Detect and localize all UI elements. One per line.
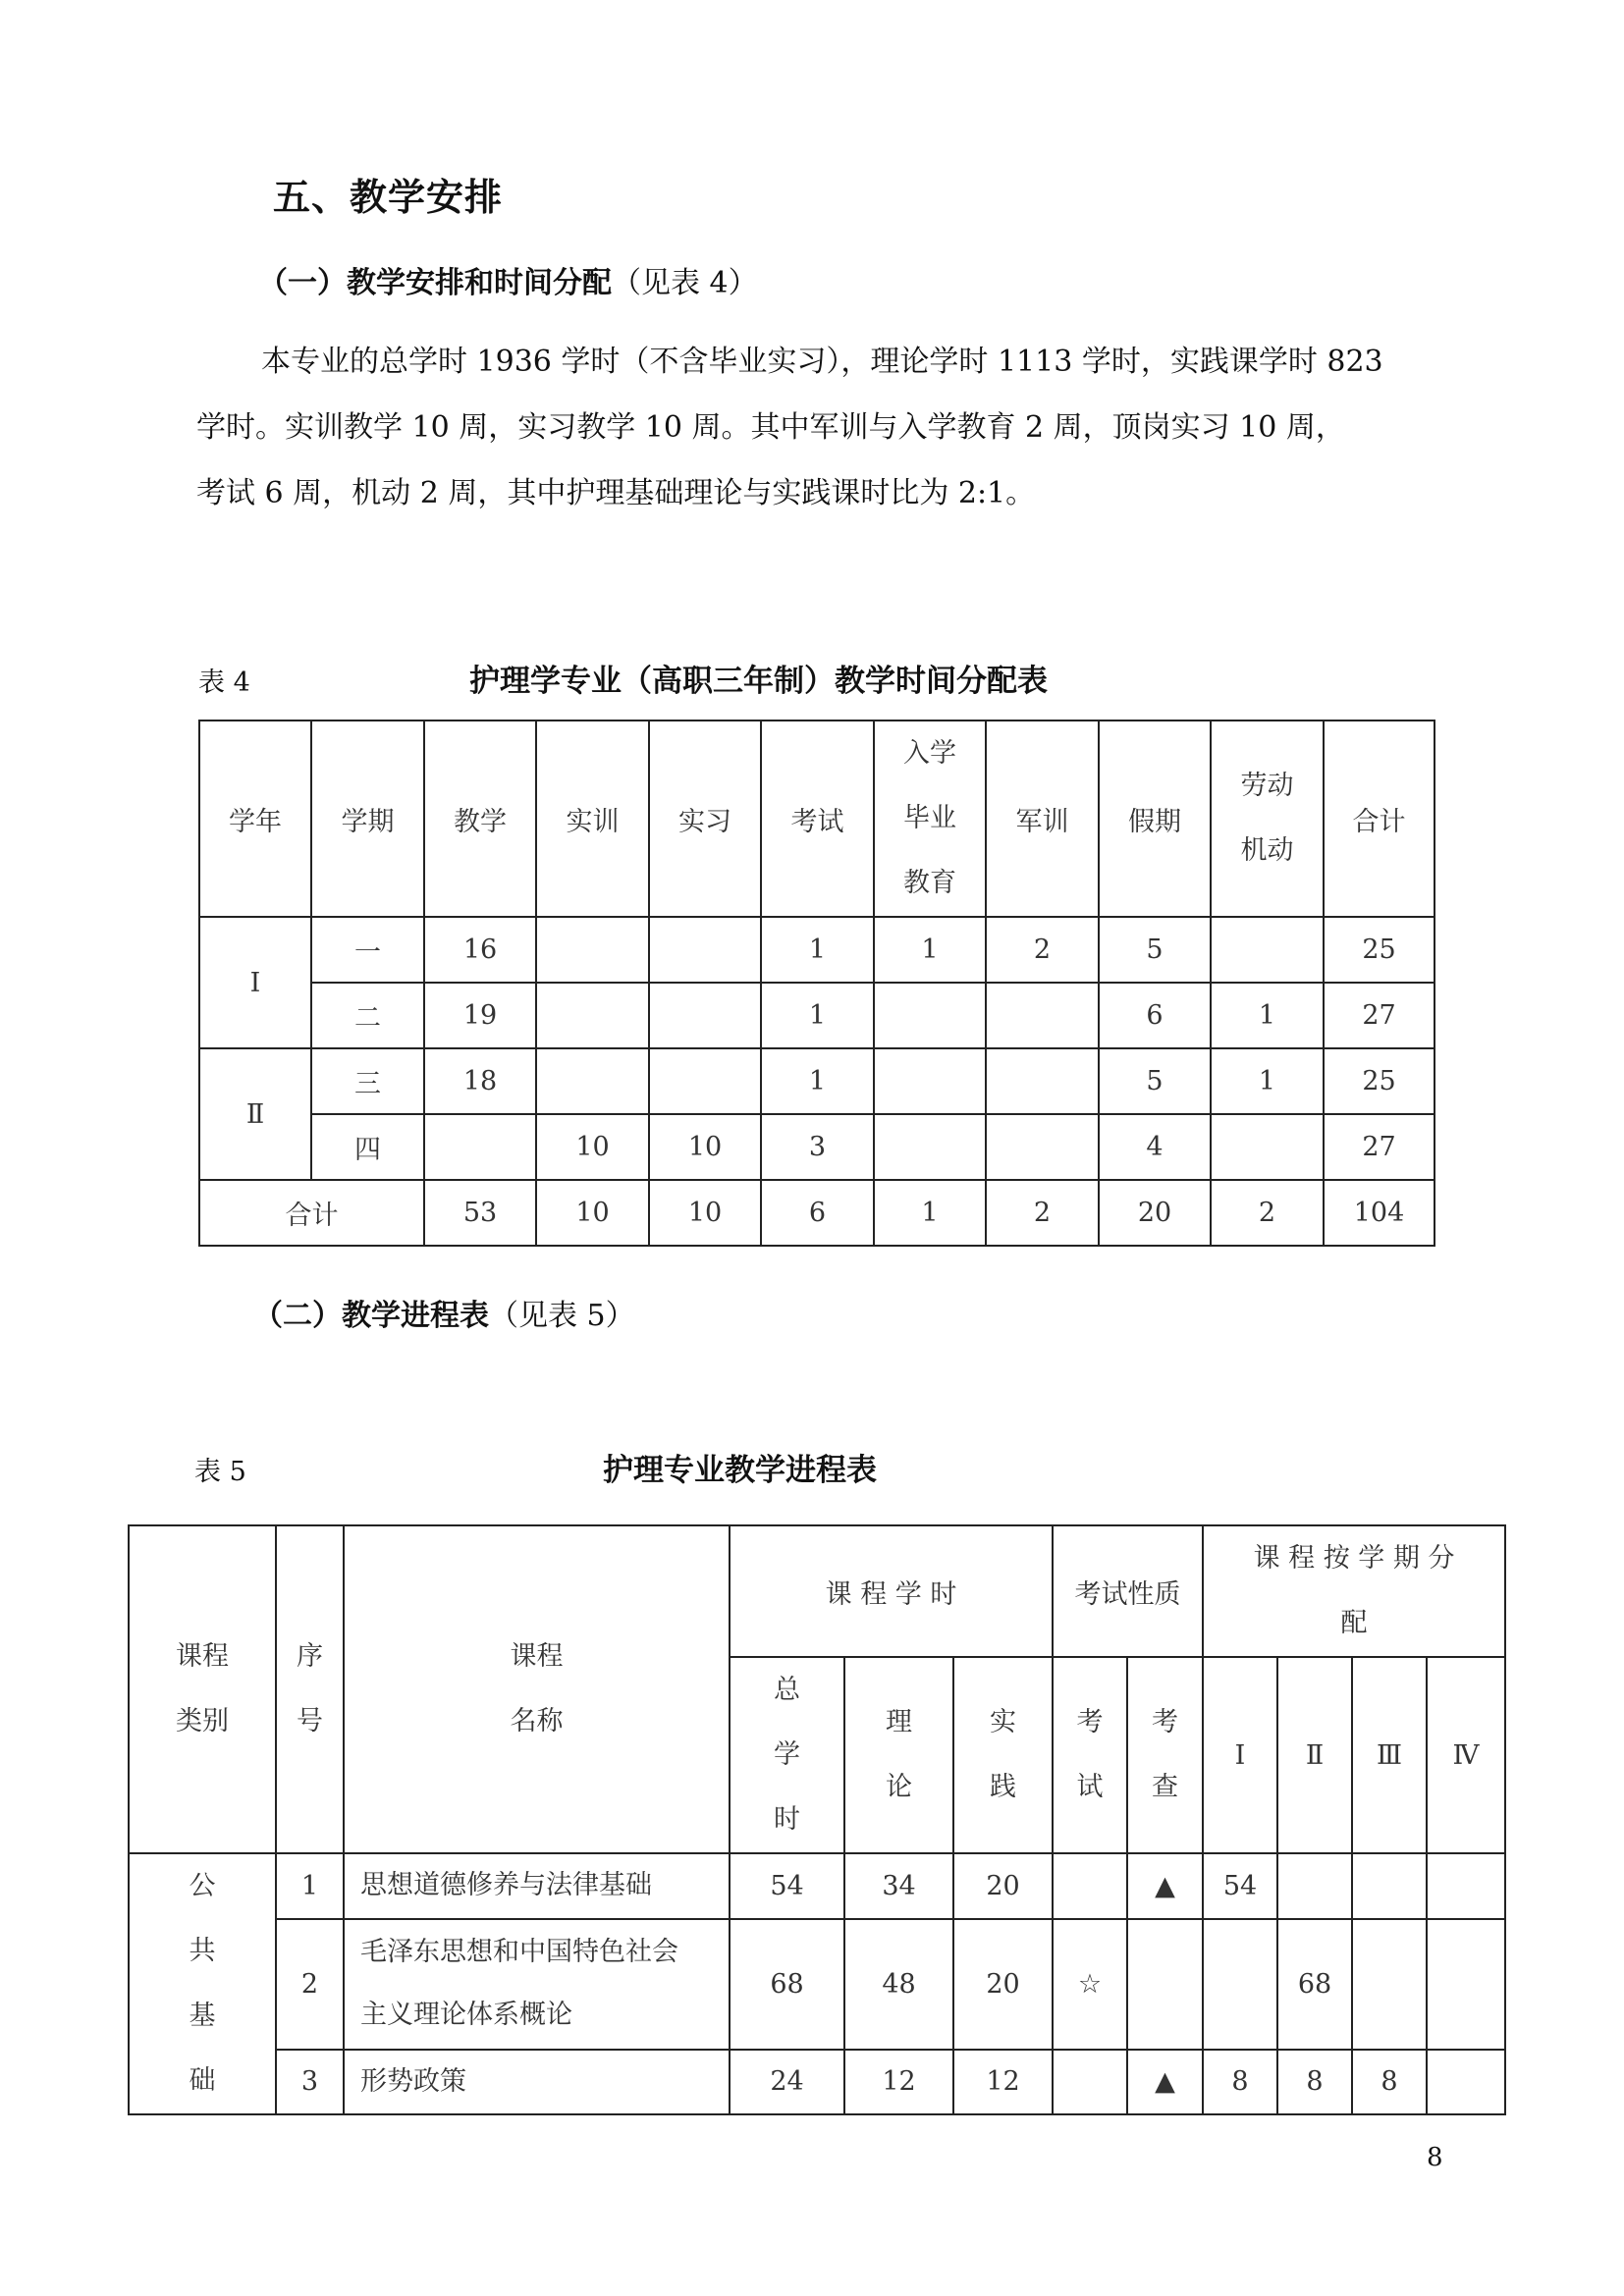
term-cell: 二 bbox=[311, 983, 424, 1048]
header-cell bbox=[874, 721, 986, 917]
header-exam bbox=[1053, 1657, 1127, 1853]
value-cell: 1 bbox=[1211, 983, 1324, 1048]
value-cell: 3 bbox=[761, 1114, 874, 1180]
semester-cell bbox=[1352, 1919, 1427, 2050]
header-semester-2: Ⅱ bbox=[1277, 1657, 1352, 1853]
header-line: 序 bbox=[297, 1641, 323, 1672]
table5-title: 护理专业教学进程表 bbox=[603, 1453, 877, 1488]
header-theory bbox=[844, 1657, 953, 1853]
semester-cell bbox=[1203, 1919, 1277, 2050]
header-line: 查 bbox=[1152, 1772, 1178, 1802]
value-cell: 1 bbox=[874, 917, 986, 983]
value-cell bbox=[649, 917, 761, 983]
table-row bbox=[199, 1114, 1435, 1180]
header-line: 学 bbox=[774, 1739, 800, 1770]
subsection-2-heading bbox=[253, 1291, 635, 1334]
theory-cell: 34 bbox=[844, 1853, 953, 1919]
course-name-cell bbox=[344, 1919, 730, 2050]
value-cell bbox=[1211, 1114, 1324, 1180]
subsection-1-ref: （见表 4） bbox=[612, 266, 758, 300]
term-cell: 四 bbox=[311, 1114, 424, 1180]
header-line: 理 bbox=[886, 1707, 912, 1737]
header-cell: 实习 bbox=[649, 721, 761, 917]
value-cell: 1 bbox=[761, 917, 874, 983]
theory-cell: 48 bbox=[844, 1919, 953, 2050]
table-row bbox=[129, 1853, 1505, 1919]
header-line: 总 bbox=[774, 1675, 800, 1705]
year-cell: Ⅱ bbox=[199, 1048, 311, 1180]
header-line: 课程 bbox=[176, 1641, 229, 1672]
section-heading: 五、教学安排 bbox=[273, 176, 504, 219]
theory-cell: 12 bbox=[844, 2050, 953, 2115]
value-cell: 10 bbox=[536, 1114, 649, 1180]
value-cell bbox=[986, 983, 1099, 1048]
header-cell: 教学 bbox=[424, 721, 536, 917]
table5-label: 表 5 bbox=[194, 1457, 246, 1487]
total-cell: 1 bbox=[874, 1180, 986, 1246]
seq-cell: 2 bbox=[276, 1919, 344, 2050]
course-name-line: 毛泽东思想和中国特色社会 bbox=[360, 1937, 678, 1967]
header-cell bbox=[1211, 721, 1324, 917]
total-cell: 10 bbox=[536, 1180, 649, 1246]
semester-cell bbox=[1427, 1919, 1505, 2050]
value-cell bbox=[536, 1048, 649, 1114]
paragraph-line: 考试 6 周，机动 2 周，其中护理基础理论与实践课时比为 2:1。 bbox=[196, 476, 1036, 510]
value-cell: 1 bbox=[761, 983, 874, 1048]
total-cell: 53 bbox=[424, 1180, 536, 1246]
total-hours-cell: 54 bbox=[730, 1853, 844, 1919]
value-cell bbox=[986, 1048, 1099, 1114]
header-name bbox=[344, 1525, 730, 1853]
practice-cell: 20 bbox=[953, 1853, 1053, 1919]
header-line: 劳动 bbox=[1240, 771, 1294, 801]
table4-total-row bbox=[199, 1180, 1435, 1246]
table-row bbox=[129, 1919, 1505, 2050]
header-line: 考 bbox=[1152, 1707, 1178, 1737]
semester-cell: 8 bbox=[1203, 2050, 1277, 2115]
exam-mark-cell: ☆ bbox=[1053, 1919, 1127, 2050]
header-line: 教育 bbox=[903, 868, 956, 898]
value-cell bbox=[1211, 917, 1324, 983]
semester-cell bbox=[1277, 1853, 1352, 1919]
value-cell: 6 bbox=[1099, 983, 1211, 1048]
header-category bbox=[129, 1525, 276, 1853]
header-seq bbox=[276, 1525, 344, 1853]
header-cell: 假期 bbox=[1099, 721, 1211, 917]
header-hours-group: 课 程 学 时 bbox=[730, 1525, 1053, 1657]
header-cell: 合计 bbox=[1324, 721, 1435, 917]
value-cell bbox=[649, 1048, 761, 1114]
term-cell: 三 bbox=[311, 1048, 424, 1114]
course-name-cell: 形势政策 bbox=[344, 2050, 730, 2115]
header-line: 考 bbox=[1076, 1707, 1104, 1737]
value-cell: 4 bbox=[1099, 1114, 1211, 1180]
value-cell bbox=[649, 983, 761, 1048]
course-name-cell: 思想道德修养与法律基础 bbox=[344, 1853, 730, 1919]
header-line: 配 bbox=[1340, 1608, 1368, 1638]
paragraph-line: 本专业的总学时 1936 学时（不含毕业实习），理论学时 1113 学时，实践课学时 823 bbox=[261, 345, 1383, 379]
header-cell: 考试 bbox=[761, 721, 874, 917]
total-cell: 2 bbox=[1211, 1180, 1324, 1246]
exam-mark-cell bbox=[1053, 2050, 1127, 2115]
total-hours-cell: 24 bbox=[730, 2050, 844, 2115]
total-cell: 10 bbox=[649, 1180, 761, 1246]
table5-header-row bbox=[129, 1525, 1505, 1657]
total-cell: 2 bbox=[986, 1180, 1099, 1246]
term-cell: 一 bbox=[311, 917, 424, 983]
header-line: 名称 bbox=[510, 1706, 564, 1736]
semester-cell: 54 bbox=[1203, 1853, 1277, 1919]
category-char: 公 bbox=[189, 1871, 216, 1901]
seq-cell: 1 bbox=[276, 1853, 344, 1919]
header-line: 入学 bbox=[903, 738, 956, 769]
seq-cell: 3 bbox=[276, 2050, 344, 2115]
header-line: 实 bbox=[990, 1707, 1016, 1737]
subsection-1-title: （一）教学安排和时间分配 bbox=[258, 266, 612, 300]
body-paragraph bbox=[196, 329, 1453, 526]
semester-cell: 8 bbox=[1352, 2050, 1427, 2115]
value-cell bbox=[536, 983, 649, 1048]
value-cell: 5 bbox=[1099, 1048, 1211, 1114]
value-cell: 25 bbox=[1324, 917, 1435, 983]
check-mark-cell: ▲ bbox=[1127, 2050, 1203, 2115]
table-row bbox=[129, 2050, 1505, 2115]
value-cell: 1 bbox=[1211, 1048, 1324, 1114]
value-cell: 2 bbox=[986, 917, 1099, 983]
total-hours-cell: 68 bbox=[730, 1919, 844, 2050]
header-semester-3: Ⅲ bbox=[1352, 1657, 1427, 1853]
header-total-hours bbox=[730, 1657, 844, 1853]
category-char: 共 bbox=[189, 1936, 216, 1966]
table4-title: 护理学专业（高职三年制）教学时间分配表 bbox=[469, 664, 1048, 699]
paragraph-line: 学时。实训教学 10 周，实习教学 10 周。其中军训与入学教育 2 周，顶岗实习 10 周， bbox=[196, 410, 1345, 445]
header-line: 践 bbox=[990, 1772, 1016, 1802]
value-cell: 27 bbox=[1324, 983, 1435, 1048]
semester-cell: 68 bbox=[1277, 1919, 1352, 2050]
table-row bbox=[199, 983, 1435, 1048]
semester-cell bbox=[1352, 1853, 1427, 1919]
time-allocation-table bbox=[198, 720, 1435, 1247]
total-cell: 6 bbox=[761, 1180, 874, 1246]
header-line: 毕业 bbox=[903, 803, 956, 833]
semester-cell bbox=[1427, 2050, 1505, 2115]
header-check bbox=[1127, 1657, 1203, 1853]
value-cell bbox=[424, 1114, 536, 1180]
value-cell bbox=[536, 917, 649, 983]
check-mark-cell bbox=[1127, 1919, 1203, 2050]
header-semester-1: Ⅰ bbox=[1203, 1657, 1277, 1853]
subsection-2-title: （二）教学进程表 bbox=[253, 1299, 489, 1333]
total-label: 合计 bbox=[199, 1180, 424, 1246]
value-cell: 1 bbox=[761, 1048, 874, 1114]
header-semester-group bbox=[1203, 1525, 1505, 1657]
table4-header-row bbox=[199, 721, 1435, 917]
header-line: 试 bbox=[1076, 1772, 1104, 1802]
category-char: 基 bbox=[189, 2001, 216, 2031]
value-cell bbox=[986, 1114, 1099, 1180]
header-practice bbox=[953, 1657, 1053, 1853]
header-line: 论 bbox=[886, 1772, 912, 1802]
semester-cell: 8 bbox=[1277, 2050, 1352, 2115]
practice-cell: 20 bbox=[953, 1919, 1053, 2050]
practice-cell: 12 bbox=[953, 2050, 1053, 2115]
value-cell: 10 bbox=[649, 1114, 761, 1180]
header-line: 时 bbox=[774, 1804, 800, 1835]
header-cell: 军训 bbox=[986, 721, 1099, 917]
check-mark-cell: ▲ bbox=[1127, 1853, 1203, 1919]
header-line: 机动 bbox=[1240, 835, 1294, 866]
header-cell: 实训 bbox=[536, 721, 649, 917]
total-cell: 20 bbox=[1099, 1180, 1211, 1246]
course-name-line: 主义理论体系概论 bbox=[360, 2000, 572, 2030]
header-line: 类别 bbox=[176, 1706, 229, 1736]
header-line: 课 程 按 学 期 分 bbox=[1253, 1543, 1455, 1574]
header-line: 课程 bbox=[510, 1641, 564, 1672]
subsection-1-heading bbox=[258, 258, 758, 301]
value-cell bbox=[874, 983, 986, 1048]
subsection-2-ref: （见表 5） bbox=[489, 1299, 635, 1333]
year-cell: Ⅰ bbox=[199, 917, 311, 1048]
table4-label: 表 4 bbox=[198, 667, 250, 698]
teaching-progress-table bbox=[128, 1524, 1506, 2115]
semester-cell bbox=[1427, 1853, 1505, 1919]
total-cell: 104 bbox=[1324, 1180, 1435, 1246]
value-cell: 18 bbox=[424, 1048, 536, 1114]
table-row bbox=[199, 1048, 1435, 1114]
header-cell: 学年 bbox=[199, 721, 311, 917]
category-cell bbox=[129, 1853, 276, 2114]
page-number: 8 bbox=[1427, 2143, 1443, 2172]
value-cell: 16 bbox=[424, 917, 536, 983]
category-char: 础 bbox=[189, 2065, 216, 2096]
header-exam-group: 考试性质 bbox=[1053, 1525, 1203, 1657]
value-cell: 27 bbox=[1324, 1114, 1435, 1180]
table-row bbox=[199, 917, 1435, 983]
header-semester-4: Ⅳ bbox=[1427, 1657, 1505, 1853]
header-cell: 学期 bbox=[311, 721, 424, 917]
value-cell bbox=[874, 1048, 986, 1114]
value-cell: 19 bbox=[424, 983, 536, 1048]
header-line: 号 bbox=[297, 1706, 323, 1736]
exam-mark-cell bbox=[1053, 1853, 1127, 1919]
value-cell: 5 bbox=[1099, 917, 1211, 983]
value-cell bbox=[874, 1114, 986, 1180]
value-cell: 25 bbox=[1324, 1048, 1435, 1114]
